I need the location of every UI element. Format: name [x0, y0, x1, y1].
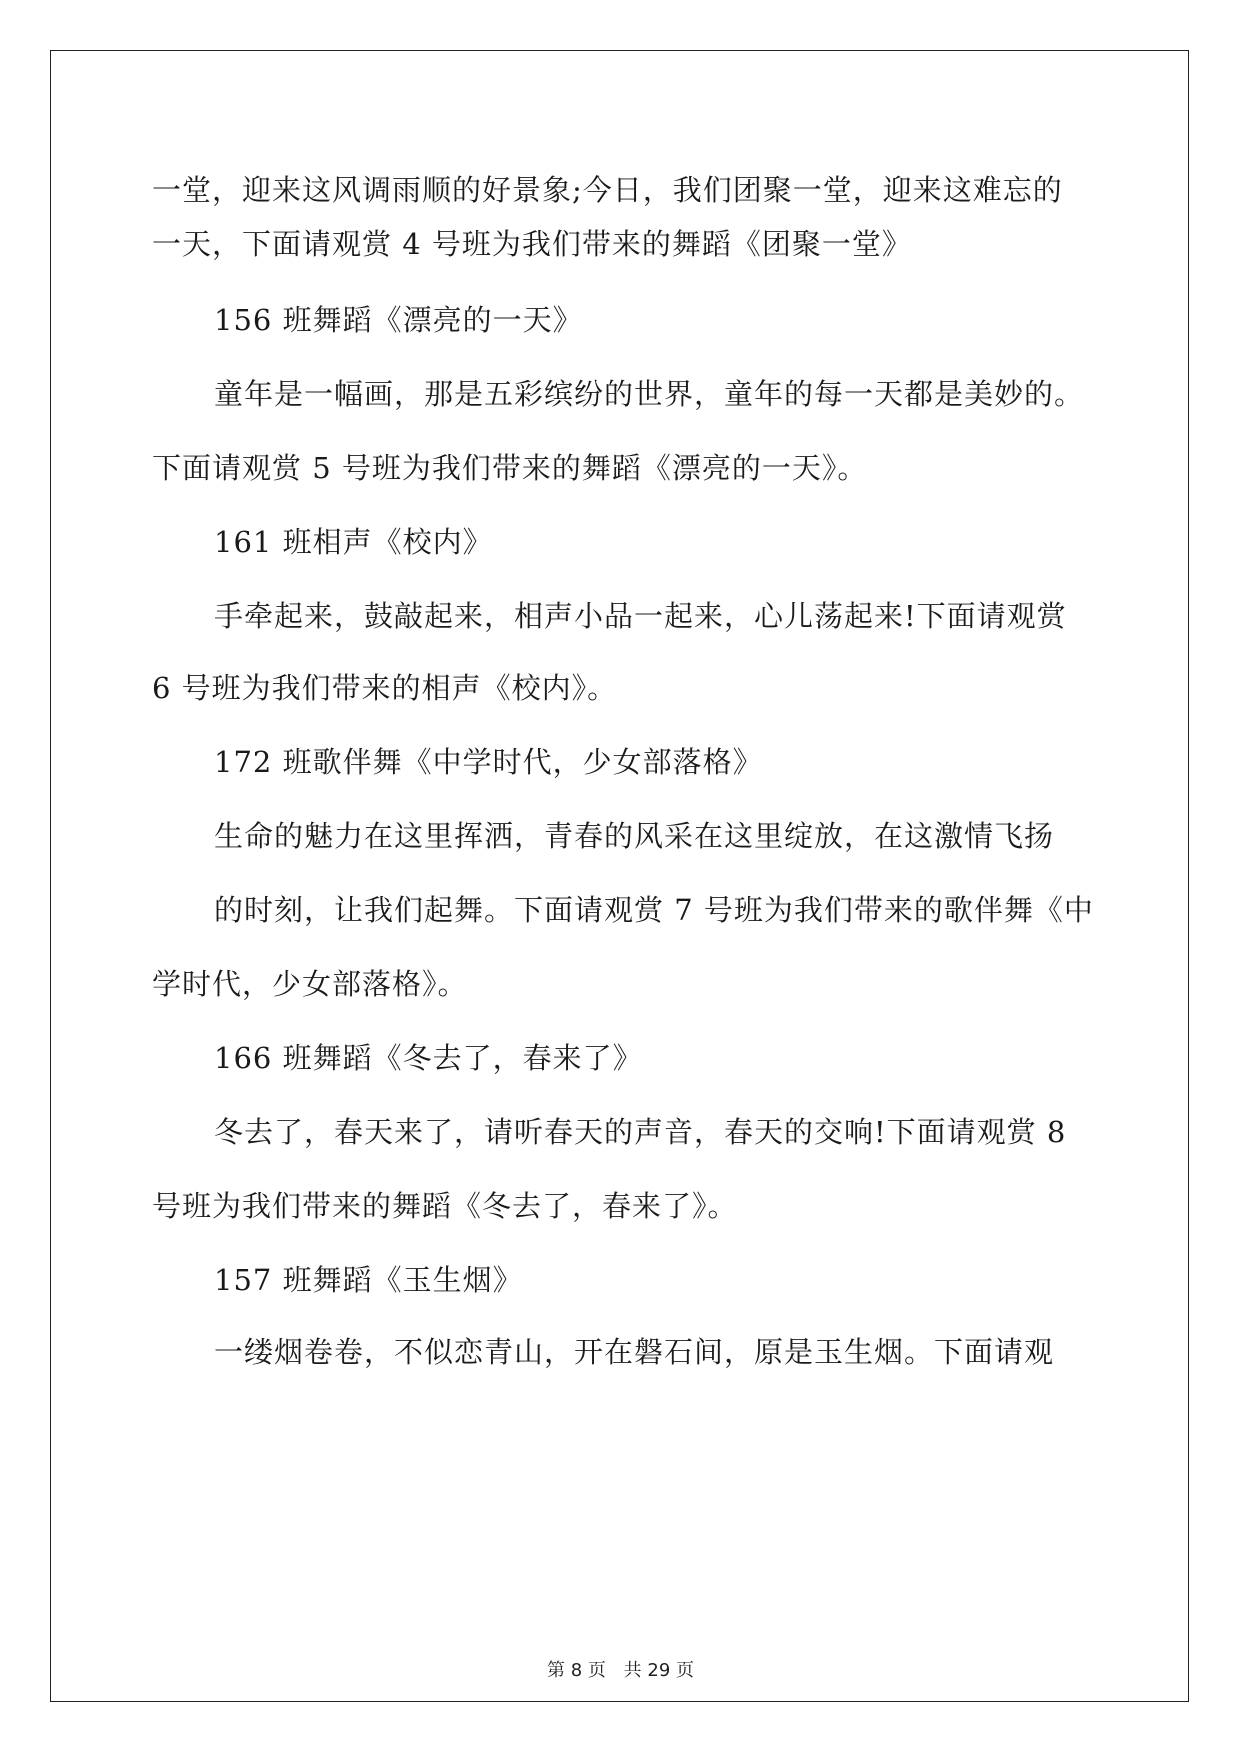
- program-heading: 156 班舞蹈《漂亮的一天》: [214, 303, 583, 337]
- body-text-line: 号班为我们带来的舞蹈《冬去了，春来了》。: [152, 1189, 738, 1223]
- page-number: 第 8 页: [547, 1660, 606, 1681]
- program-heading: 172 班歌伴舞《中学时代，少女部落格》: [214, 745, 763, 779]
- body-text-line: 的时刻，让我们起舞。下面请观赏 7 号班为我们带来的歌伴舞《中: [214, 893, 1094, 927]
- body-text-line: 手牵起来，鼓敲起来，相声小品一起来，心儿荡起来!下面请观赏: [214, 599, 1067, 633]
- program-heading: 166 班舞蹈《冬去了，春来了》: [214, 1041, 643, 1075]
- body-text-line: 冬去了，春天来了，请听春天的声音，春天的交响!下面请观赏 8: [214, 1115, 1067, 1149]
- body-text-line: 学时代，少女部落格》。: [152, 967, 468, 1001]
- body-text-line: 下面请观赏 5 号班为我们带来的舞蹈《漂亮的一天》。: [152, 451, 868, 485]
- body-text-line: 生命的魅力在这里挥洒，青春的风采在这里绽放，在这激情飞扬: [214, 819, 1055, 853]
- page-frame: [50, 50, 1189, 1702]
- program-heading: 161 班相声《校内》: [214, 525, 493, 559]
- body-text-line: 一天，下面请观赏 4 号班为我们带来的舞蹈《团聚一堂》: [152, 227, 912, 261]
- body-text-line: 6 号班为我们带来的相声《校内》。: [152, 671, 618, 705]
- body-text-line: 童年是一幅画，那是五彩缤纷的世界，童年的每一天都是美妙的。: [214, 377, 1085, 411]
- page-total: 共 29 页: [623, 1660, 694, 1681]
- page-footer: [0, 1656, 1241, 1682]
- program-heading: 157 班舞蹈《玉生烟》: [214, 1263, 523, 1297]
- body-text-line: 一缕烟卷卷，不似恋青山，开在磐石间，原是玉生烟。下面请观: [214, 1335, 1055, 1369]
- body-text-line: 一堂，迎来这风调雨顺的好景象;今日，我们团聚一堂，迎来这难忘的: [152, 173, 1063, 207]
